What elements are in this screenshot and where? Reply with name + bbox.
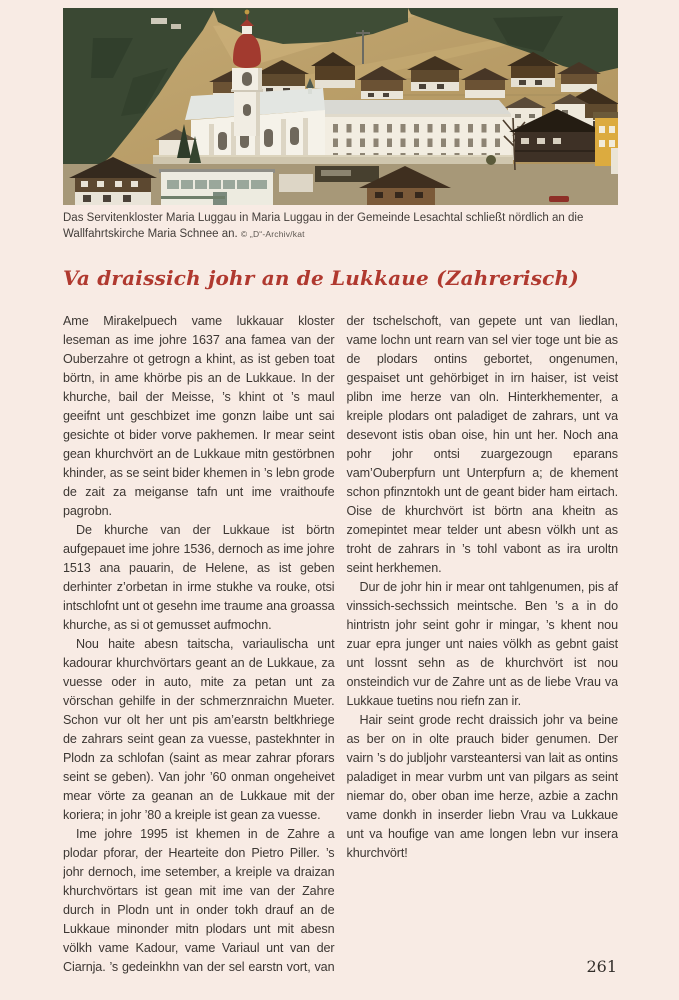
modern-white-building <box>159 169 275 205</box>
article-title: Va draissich johr an de Lukkaue (Zahrerisch) <box>63 266 579 290</box>
body-paragraph: Ime johre 1995 ist khemen in de Zahre a plodar pforar, der Hearteite don Pietro Piller. ’s johr dernoch, ime setember, a kreiple va draizan khurchvörtars ist gean mit ime van der Zahre durch in Plodn unt in onder tokh drauf an de Lukkaue minonder mitn plodars unt mit abesn völkh vame Kadour, vame Variaul unt van der Ciarnja. ’s gedeinkhn van der sel earstn vort, van der tschelschoft, van gepete unt van liedlan, vame lochn unt rearn van sel vier toge unt bie as de plodars ontins gebortet, ongenumen, gespaiset unt gehörbiget in irn haiser, ist veist plibn ime herze van oln. Hinterkhementer, a kreiple plodars ont paladiget de zahrars, unt va desevont istis oban oise, hin unt her. Noch ana pohr johr ontsi zuargezougn eparans vam’Ouberpfurn unt Unterpfurn a; de khement schon pfinzntokh unt de geant bider ham eirtach. Oise de khurchvört ist börtn ana kheitn as zomepintet mear telder unt abesn völkh unt as troht de zahrars in ’s tohl vabont as ira uroltn seint herkhemen. <box>63 314 618 974</box>
page-number: 261 <box>586 957 617 976</box>
body-paragraph: Nou haite abesn taitscha, variaulischa unt kadourar khurchvörtars geant an de Lukkaue, za vuesse oder in auto, mite za petan unt za vörschan gehilfe in der schmerznraichn Mueter. Schon vur olt her unt pis am’earstn beltkhriege de zahrars seint gean za vuesse, pastekhnter in Plodn za schlofan (saint as mear zahrar pforars seint se geben). Van johr ’60 onman ongeheivet mear vörte za geanan an de Lukkaue mit der koriera; in johr ’80 a kreiple ist gean za vuesse. <box>63 637 335 822</box>
body-paragraph: Dur de johr hin ir mear ont tahlgenumen, pis af vinssich-sechssich meintsche. Ben ’s a in do hintristn johr seint gohr ir mingar, ’s khent nou zuar epra junger unt naies völkh as gebnt gaist unt lossnt sehn as de khurchvört ist nou onsteindich vur de Zahre unt as de liebe Vrau va Lukkaue tuetins nou riefn zan ir. <box>346 580 618 708</box>
red-vehicle <box>549 196 569 202</box>
body-paragraph: De khurche van der Lukkaue ist börtn aufgepauet ime johre 1536, dernoch as ime johre 1513 ana pauarin, de Helene, as ist geben derhinter z’orbetan in irme stukhe va rouke, otsi intschlofnt unt ot gesehn ime traume ana groassa khurche, as si ot gemusset aufmochn. <box>63 523 335 632</box>
article-body <box>63 312 618 977</box>
photo-caption-text: Das Servitenkloster Maria Luggau in Maria Luggau in der Gemeinde Lesachtal schließt nördlich an die Wallfahrtskirche Maria Schnee an. <box>63 212 584 240</box>
photo-credit: © „D“-Archiv/kat <box>240 228 305 239</box>
photo-caption <box>63 211 618 242</box>
body-paragraph: Hair seint grode recht draissich johr va beine as ber on in olte prauch bider genumen. Der vairn ’s do jubljohr varsteantersi van lait as ontins paladiget in mear vurbm unt van pilgars as seint niemar do, ober oban ime herze, azbie a zachn vame donkh in inserder liebn Vrau va Lukkaue unt va houfige van ame longen lebn vur insera khurchvört! <box>346 713 618 860</box>
monastery-photo-illustration <box>63 8 618 205</box>
body-paragraph: Ame Mirakelpuech vame lukkauar kloster leseman as ime johre 1637 ana famea van der Ouberzahre ot getrogn a khint, as ist geben toat börtn, in ame khörbe pis an de Lukkaue. In der khurche, bail der Meisse, ’s khint ot ’s maul geeifnt unt geschbizet ime gonzn laibe unt sai gesichte ot bider vorve pakhemen. Ir mear seint gean khurchvört an de Lukkaue mitn gestörbnen khinder, as se seint bider khemen in ’s lebn grode de zait za meiganse tafn unt ime vraithoufe pagrobn. <box>63 314 335 518</box>
page-content <box>63 0 618 977</box>
monastery-photo <box>63 8 618 205</box>
